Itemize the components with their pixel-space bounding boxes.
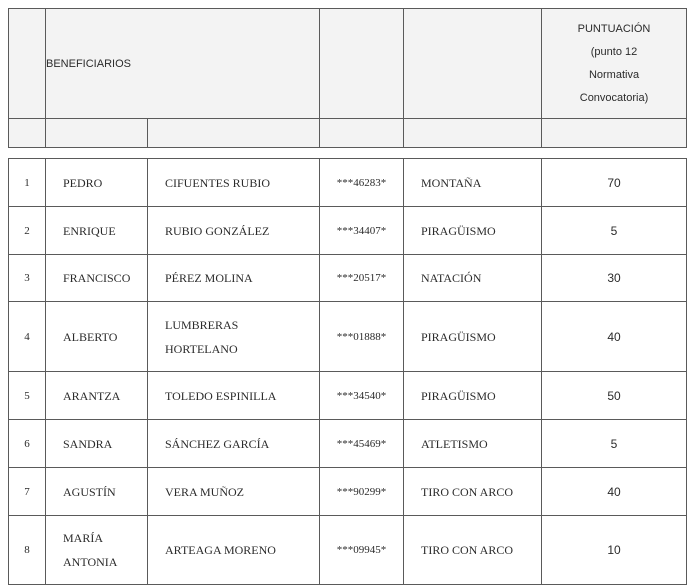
surnames-line: VERA MUÑOZ [165,484,245,499]
first-name-line: FRANCISCO [63,271,131,285]
subheader-row [9,119,687,148]
row-number: 4 [9,302,46,372]
header-puntuacion-line: Convocatoria) [579,91,649,104]
row-number: 5 [9,372,46,420]
surnames [148,159,320,207]
surnames-line: TOLEDO ESPINILLA [165,388,277,403]
id-code: ***20517* [320,255,404,302]
id-code: ***45469* [320,420,404,468]
surnames [148,516,320,585]
first-name-line: AGUSTÍN [63,484,116,499]
first-name-line: SANDRA [63,436,113,451]
header-blank-index [9,9,46,119]
surnames [148,372,320,420]
header-beneficiarios: BENEFICIARIOS [46,9,320,119]
score: 40 [542,302,687,372]
score: 50 [542,372,687,420]
spacer-cell [9,148,687,159]
score: 10 [542,516,687,585]
modality: PIRAGÜISMO [404,372,542,420]
surnames-line: SÁNCHEZ GARCÍA [165,436,270,451]
beneficiaries-table [8,8,687,585]
subheader-cell [46,119,148,148]
row-number: 8 [9,516,46,585]
row-number: 6 [9,420,46,468]
id-code: ***09945* [320,516,404,585]
first-name-line: ENRIQUE [63,223,116,238]
row-number: 1 [9,159,46,207]
id-code: ***46283* [320,159,404,207]
modality: NATACIÓN [404,255,542,302]
row-number: 2 [9,207,46,255]
subheader-cell [9,119,46,148]
table-row [9,207,687,255]
header-puntuacion-line: Normativa [588,68,640,81]
first-name-line: PEDRO [63,175,103,190]
surnames [148,207,320,255]
first-name-line: ANTONIA [63,555,118,569]
id-code: ***90299* [320,468,404,516]
surnames [148,420,320,468]
subheader-cell [404,119,542,148]
header-puntuacion-line: (punto 12 [590,45,638,58]
first-name-line: MARÍA [63,531,104,545]
modality: PIRAGÜISMO [404,207,542,255]
table-row [9,468,687,516]
first-name [46,302,148,372]
modality: TIRO CON ARCO [404,468,542,516]
row-number: 3 [9,255,46,302]
surnames-line: HORTELANO [165,341,238,356]
id-code: ***01888* [320,302,404,372]
table-row [9,516,687,585]
first-name [46,207,148,255]
first-name [46,372,148,420]
subheader-cell [320,119,404,148]
table-row [9,302,687,372]
modality: PIRAGÜISMO [404,302,542,372]
table-row [9,420,687,468]
header-row [9,9,687,119]
spacer-row [9,148,687,159]
modality: MONTAÑA [404,159,542,207]
first-name [46,516,148,585]
table-row [9,159,687,207]
surnames-line: ARTEAGA MORENO [165,543,276,557]
first-name [46,255,148,302]
table-row [9,372,687,420]
surnames [148,255,320,302]
score: 5 [542,207,687,255]
first-name [46,468,148,516]
surnames-line: RUBIO GONZÁLEZ [165,223,270,238]
first-name [46,420,148,468]
first-name [46,159,148,207]
header-puntuacion [542,9,687,119]
header-blank-modality [404,9,542,119]
modality: TIRO CON ARCO [404,516,542,585]
surnames-line: LUMBRERAS [165,317,239,332]
header-puntuacion-line: PUNTUACIÓN [577,22,651,35]
surnames [148,302,320,372]
surnames-line: CIFUENTES RUBIO [165,175,271,190]
surnames [148,468,320,516]
score: 70 [542,159,687,207]
table-row [9,255,687,302]
score: 40 [542,468,687,516]
id-code: ***34540* [320,372,404,420]
score: 5 [542,420,687,468]
subheader-cell [542,119,687,148]
first-name-line: ALBERTO [63,329,118,344]
subheader-cell [148,119,320,148]
surnames-line: PÉREZ MOLINA [165,271,253,285]
first-name-line: ARANTZA [63,388,121,403]
modality: ATLETISMO [404,420,542,468]
row-number: 7 [9,468,46,516]
header-blank-code [320,9,404,119]
id-code: ***34407* [320,207,404,255]
score: 30 [542,255,687,302]
